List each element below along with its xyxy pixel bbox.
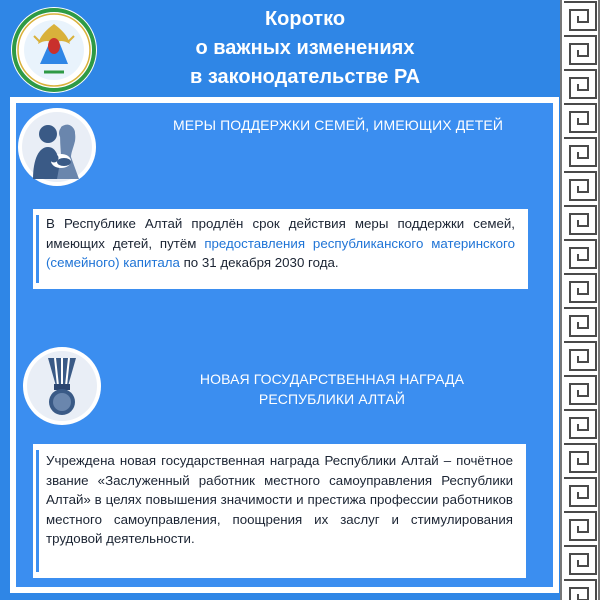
family-icon — [17, 107, 97, 187]
section-2-accent-bar — [36, 450, 39, 572]
section-2-heading-line-1: НОВАЯ ГОСУДАРСТВЕННАЯ НАГРАДА — [199, 371, 465, 387]
page-title — [100, 5, 510, 92]
meander-ornament — [560, 0, 600, 600]
section-1-textbox — [33, 209, 528, 289]
section-1-accent-bar — [36, 215, 39, 283]
title-line-1: Коротко — [264, 8, 346, 30]
coat-of-arms-icon — [10, 6, 98, 94]
section-2-textbox — [33, 444, 526, 578]
section-1-heading: МЕРЫ ПОДДЕРЖКИ СЕМЕЙ, ИМЕЮЩИХ ДЕТЕЙ — [173, 117, 503, 133]
title-line-3: в законодательстве РА — [189, 66, 421, 88]
section-2-text: Учреждена новая государственная награда Республики Алтай – почётное звание «Заслуженный работник местного самоуправления Республики Алтай» в целях повышения значимости и престижа профессии работников местного самоуправления, поощрения их заслуг и стимулирования трудовой деятельности. — [46, 453, 513, 547]
title-line-2: о важных изменениях — [195, 37, 415, 59]
section-1-text-highlight: предоставления республиканского материнского (семейного) капитала — [46, 235, 515, 271]
section-2-heading-line-2: РЕСПУБЛИКИ АЛТАЙ — [258, 391, 406, 407]
medal-icon — [22, 346, 102, 426]
section-2-heading — [150, 369, 514, 409]
section-1-text-part-2: по 31 декабря 2030 года. — [179, 255, 339, 271]
section-1-text-part-1: В Республике Алтай продлён срок действия меры поддержки семей, имеющих детей, путём — [46, 216, 515, 251]
